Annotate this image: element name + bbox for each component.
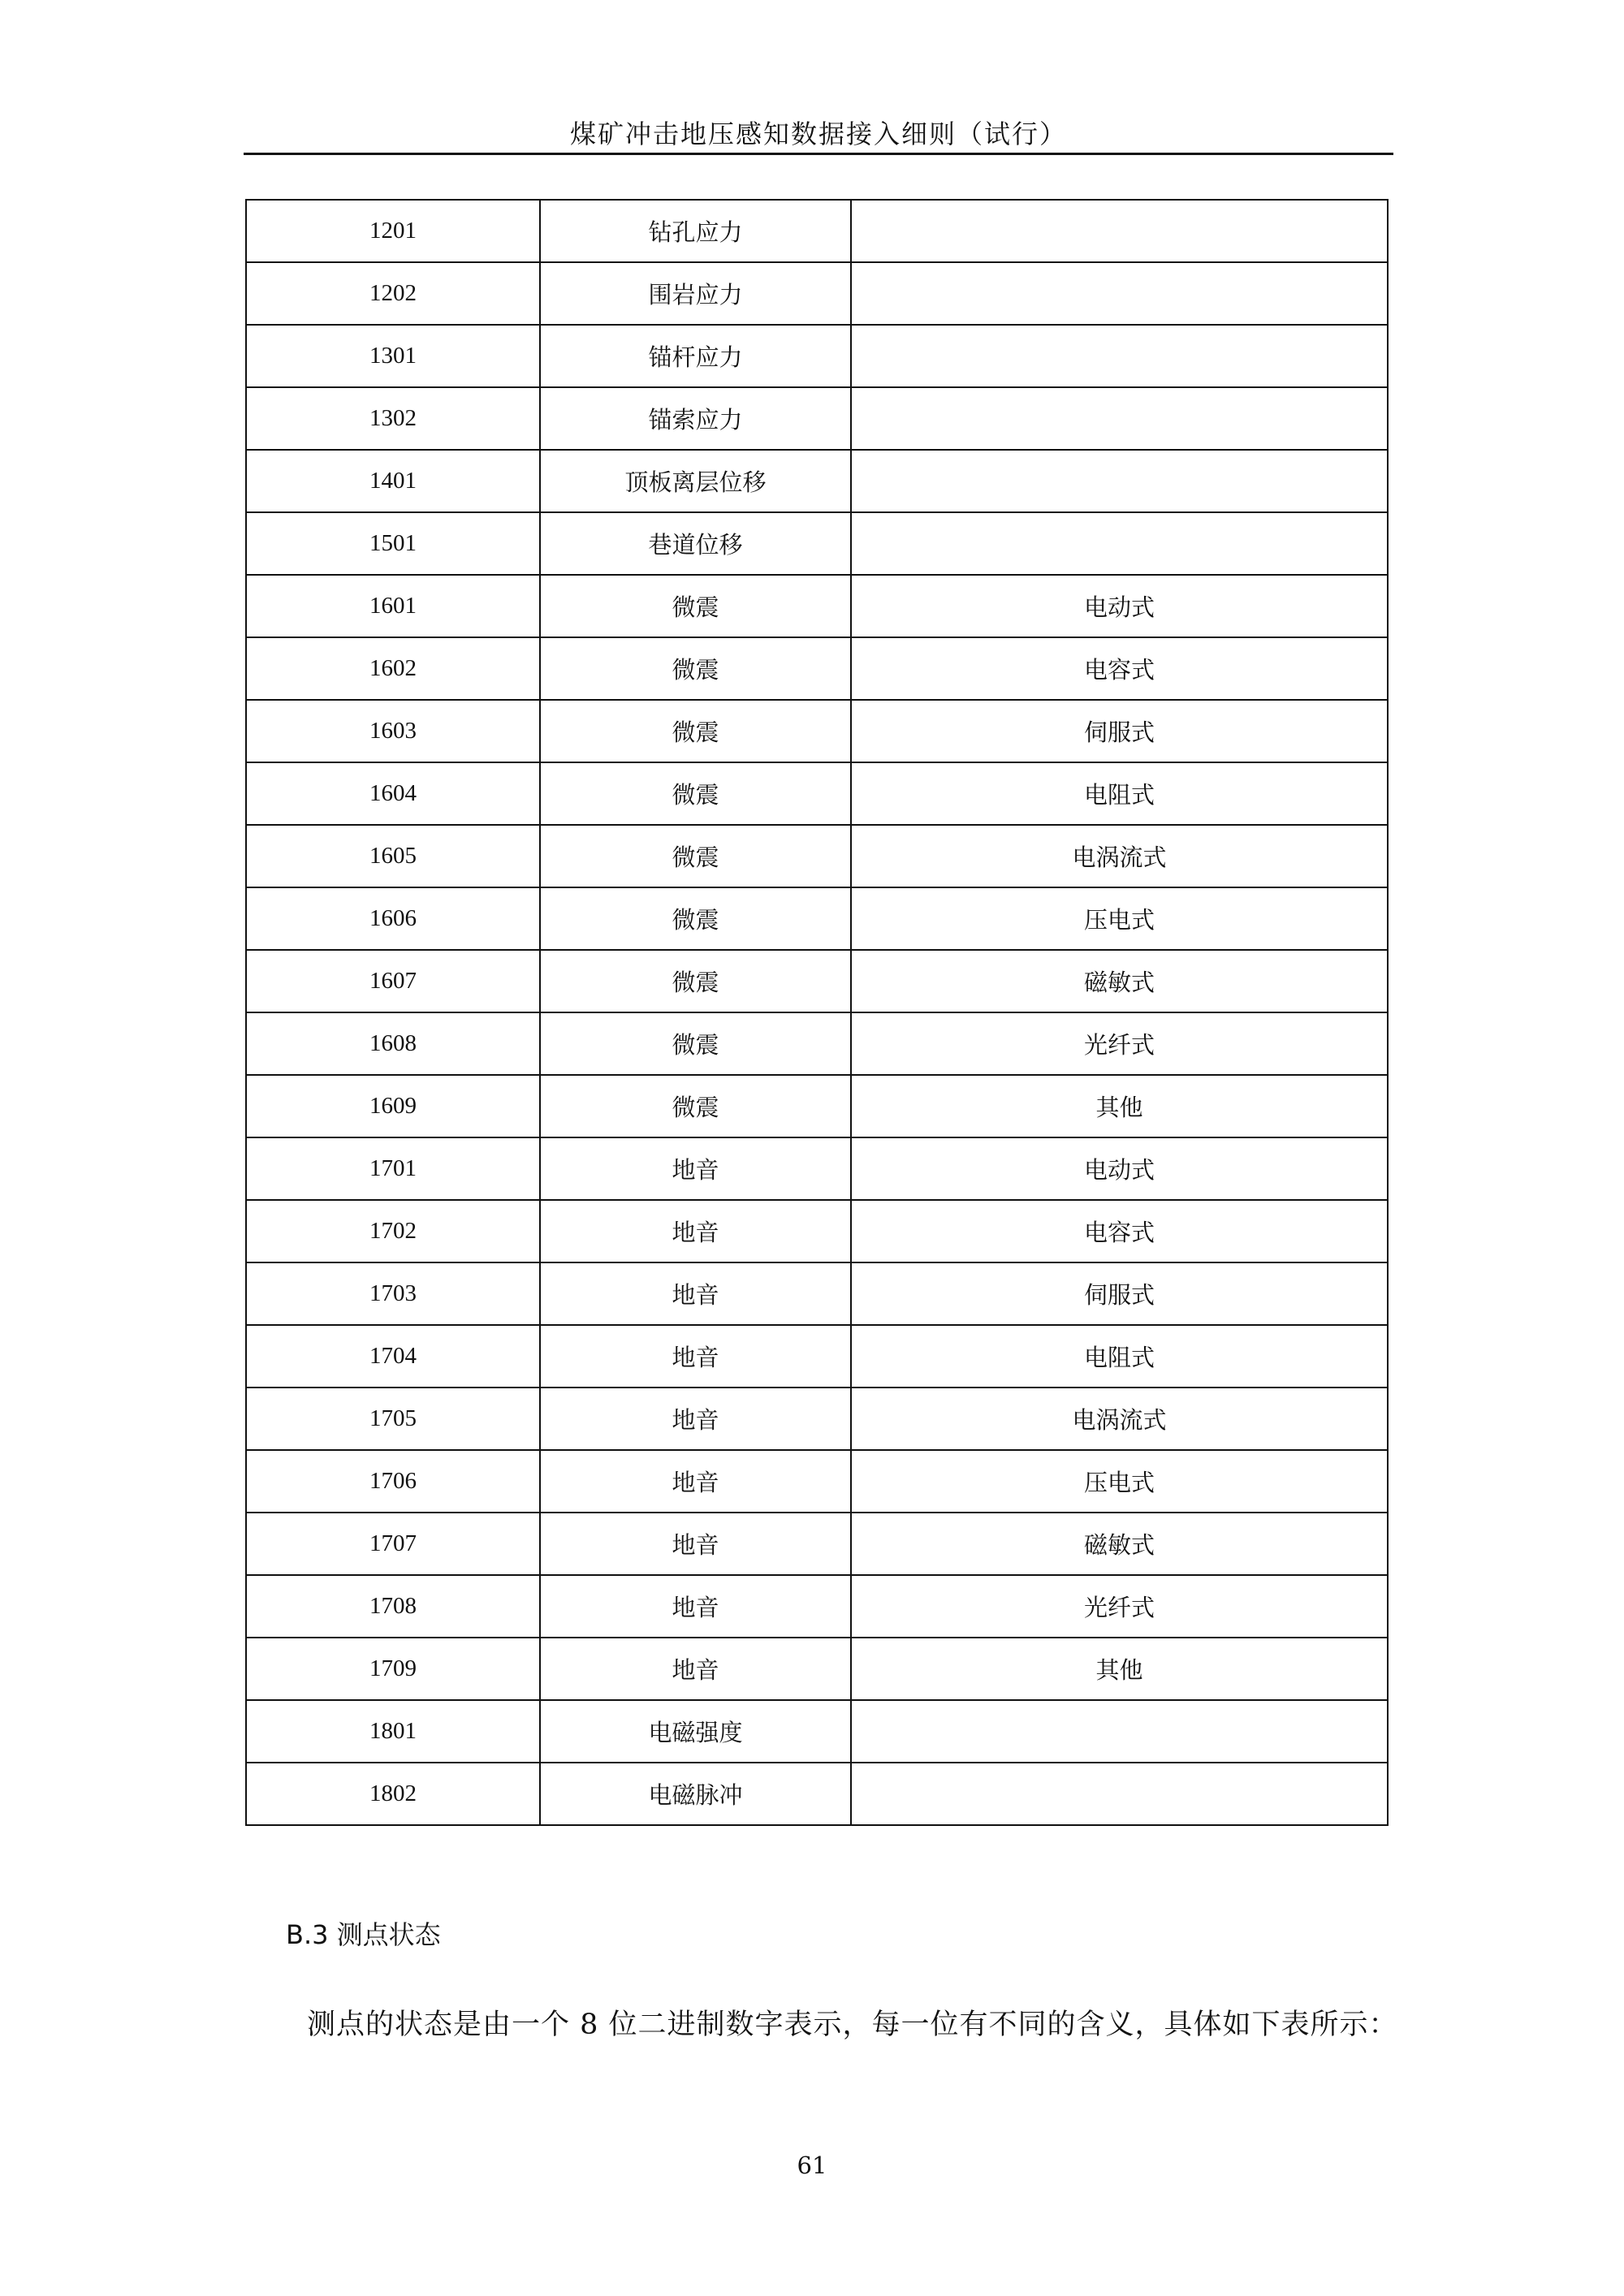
cell-code: 1703 xyxy=(246,1262,540,1325)
table-row xyxy=(246,887,1388,950)
cell-subtype xyxy=(851,1763,1388,1825)
cell-subtype: 光纤式 xyxy=(851,1012,1388,1075)
cell-sensor-type: 微震 xyxy=(540,887,851,950)
cell-code: 1707 xyxy=(246,1513,540,1575)
cell-subtype: 电涡流式 xyxy=(851,1388,1388,1450)
cell-code: 1501 xyxy=(246,512,540,575)
cell-subtype: 电阻式 xyxy=(851,1325,1388,1388)
cell-subtype: 电容式 xyxy=(851,1200,1388,1262)
cell-code: 1401 xyxy=(246,450,540,512)
cell-sensor-type: 微震 xyxy=(540,637,851,700)
cell-code: 1702 xyxy=(246,1200,540,1262)
cell-subtype xyxy=(851,262,1388,325)
table-row xyxy=(246,1075,1388,1137)
cell-subtype: 电动式 xyxy=(851,575,1388,637)
cell-code: 1706 xyxy=(246,1450,540,1513)
table-row xyxy=(246,1200,1388,1262)
cell-subtype: 其他 xyxy=(851,1075,1388,1137)
table-row xyxy=(246,325,1388,387)
cell-subtype: 压电式 xyxy=(851,1450,1388,1513)
cell-sensor-type: 锚杆应力 xyxy=(540,325,851,387)
table-body xyxy=(246,200,1388,1825)
cell-code: 1301 xyxy=(246,325,540,387)
cell-code: 1605 xyxy=(246,825,540,887)
table-row xyxy=(246,950,1388,1012)
cell-sensor-type: 地音 xyxy=(540,1325,851,1388)
cell-subtype xyxy=(851,512,1388,575)
cell-code: 1608 xyxy=(246,1012,540,1075)
page-header-title: 煤矿冲击地压感知数据接入细则（试行） xyxy=(569,119,1067,149)
cell-code: 1801 xyxy=(246,1700,540,1763)
cell-subtype: 磁敏式 xyxy=(851,950,1388,1012)
cell-subtype xyxy=(851,1700,1388,1763)
cell-subtype: 电动式 xyxy=(851,1137,1388,1200)
cell-subtype xyxy=(851,387,1388,450)
table-row xyxy=(246,512,1388,575)
cell-subtype xyxy=(851,450,1388,512)
cell-sensor-type: 微震 xyxy=(540,1075,851,1137)
cell-sensor-type: 地音 xyxy=(540,1137,851,1200)
cell-code: 1302 xyxy=(246,387,540,450)
cell-sensor-type: 微震 xyxy=(540,700,851,762)
table-row xyxy=(246,1388,1388,1450)
header-divider xyxy=(244,153,1393,155)
table-row xyxy=(246,825,1388,887)
cell-subtype: 压电式 xyxy=(851,887,1388,950)
cell-subtype: 伺服式 xyxy=(851,700,1388,762)
cell-sensor-type: 微震 xyxy=(540,950,851,1012)
cell-sensor-type: 地音 xyxy=(540,1200,851,1262)
table-row xyxy=(246,1763,1388,1825)
cell-code: 1704 xyxy=(246,1325,540,1388)
table-row xyxy=(246,575,1388,637)
cell-sensor-type: 地音 xyxy=(540,1388,851,1450)
cell-subtype: 电涡流式 xyxy=(851,825,1388,887)
table-row xyxy=(246,1325,1388,1388)
table-row xyxy=(246,450,1388,512)
cell-code: 1701 xyxy=(246,1137,540,1200)
table-row xyxy=(246,1012,1388,1075)
table-row xyxy=(246,1262,1388,1325)
cell-code: 1602 xyxy=(246,637,540,700)
cell-code: 1607 xyxy=(246,950,540,1012)
cell-sensor-type: 地音 xyxy=(540,1638,851,1700)
cell-sensor-type: 地音 xyxy=(540,1450,851,1513)
cell-subtype xyxy=(851,200,1388,262)
table-row xyxy=(246,637,1388,700)
table-row xyxy=(246,1638,1388,1700)
cell-subtype: 光纤式 xyxy=(851,1575,1388,1638)
table-row xyxy=(246,1137,1388,1200)
cell-sensor-type: 钻孔应力 xyxy=(540,200,851,262)
cell-sensor-type: 微震 xyxy=(540,575,851,637)
cell-sensor-type: 微震 xyxy=(540,1012,851,1075)
cell-code: 1705 xyxy=(246,1388,540,1450)
cell-code: 1708 xyxy=(246,1575,540,1638)
table-row xyxy=(246,762,1388,825)
cell-sensor-type: 地音 xyxy=(540,1575,851,1638)
cell-sensor-type: 顶板离层位移 xyxy=(540,450,851,512)
cell-code: 1201 xyxy=(246,200,540,262)
cell-subtype: 电阻式 xyxy=(851,762,1388,825)
section-heading: B.3 测点状态 xyxy=(286,1919,441,1950)
cell-sensor-type: 地音 xyxy=(540,1513,851,1575)
table-row xyxy=(246,1575,1388,1638)
cell-sensor-type: 地音 xyxy=(540,1262,851,1325)
section-paragraph: 测点的状态是由一个 8 位二进制数字表示，每一位有不同的含义，具体如下表所示： xyxy=(307,2009,1398,2041)
cell-code: 1606 xyxy=(246,887,540,950)
cell-sensor-type: 巷道位移 xyxy=(540,512,851,575)
table-row xyxy=(246,1450,1388,1513)
cell-subtype: 电容式 xyxy=(851,637,1388,700)
cell-code: 1202 xyxy=(246,262,540,325)
cell-sensor-type: 锚索应力 xyxy=(540,387,851,450)
cell-subtype: 伺服式 xyxy=(851,1262,1388,1325)
cell-code: 1709 xyxy=(246,1638,540,1700)
page-number: 61 xyxy=(797,2151,827,2179)
table-row xyxy=(246,200,1388,262)
cell-code: 1601 xyxy=(246,575,540,637)
cell-subtype: 其他 xyxy=(851,1638,1388,1700)
cell-sensor-type: 微震 xyxy=(540,762,851,825)
cell-code: 1802 xyxy=(246,1763,540,1825)
table-row xyxy=(246,700,1388,762)
table-row xyxy=(246,387,1388,450)
cell-subtype: 磁敏式 xyxy=(851,1513,1388,1575)
cell-code: 1603 xyxy=(246,700,540,762)
cell-sensor-type: 围岩应力 xyxy=(540,262,851,325)
table-row xyxy=(246,1700,1388,1763)
cell-subtype xyxy=(851,325,1388,387)
sensor-code-table xyxy=(245,199,1389,1826)
cell-sensor-type: 微震 xyxy=(540,825,851,887)
cell-code: 1609 xyxy=(246,1075,540,1137)
cell-sensor-type: 电磁强度 xyxy=(540,1700,851,1763)
table-row xyxy=(246,262,1388,325)
cell-code: 1604 xyxy=(246,762,540,825)
table-row xyxy=(246,1513,1388,1575)
cell-sensor-type: 电磁脉冲 xyxy=(540,1763,851,1825)
